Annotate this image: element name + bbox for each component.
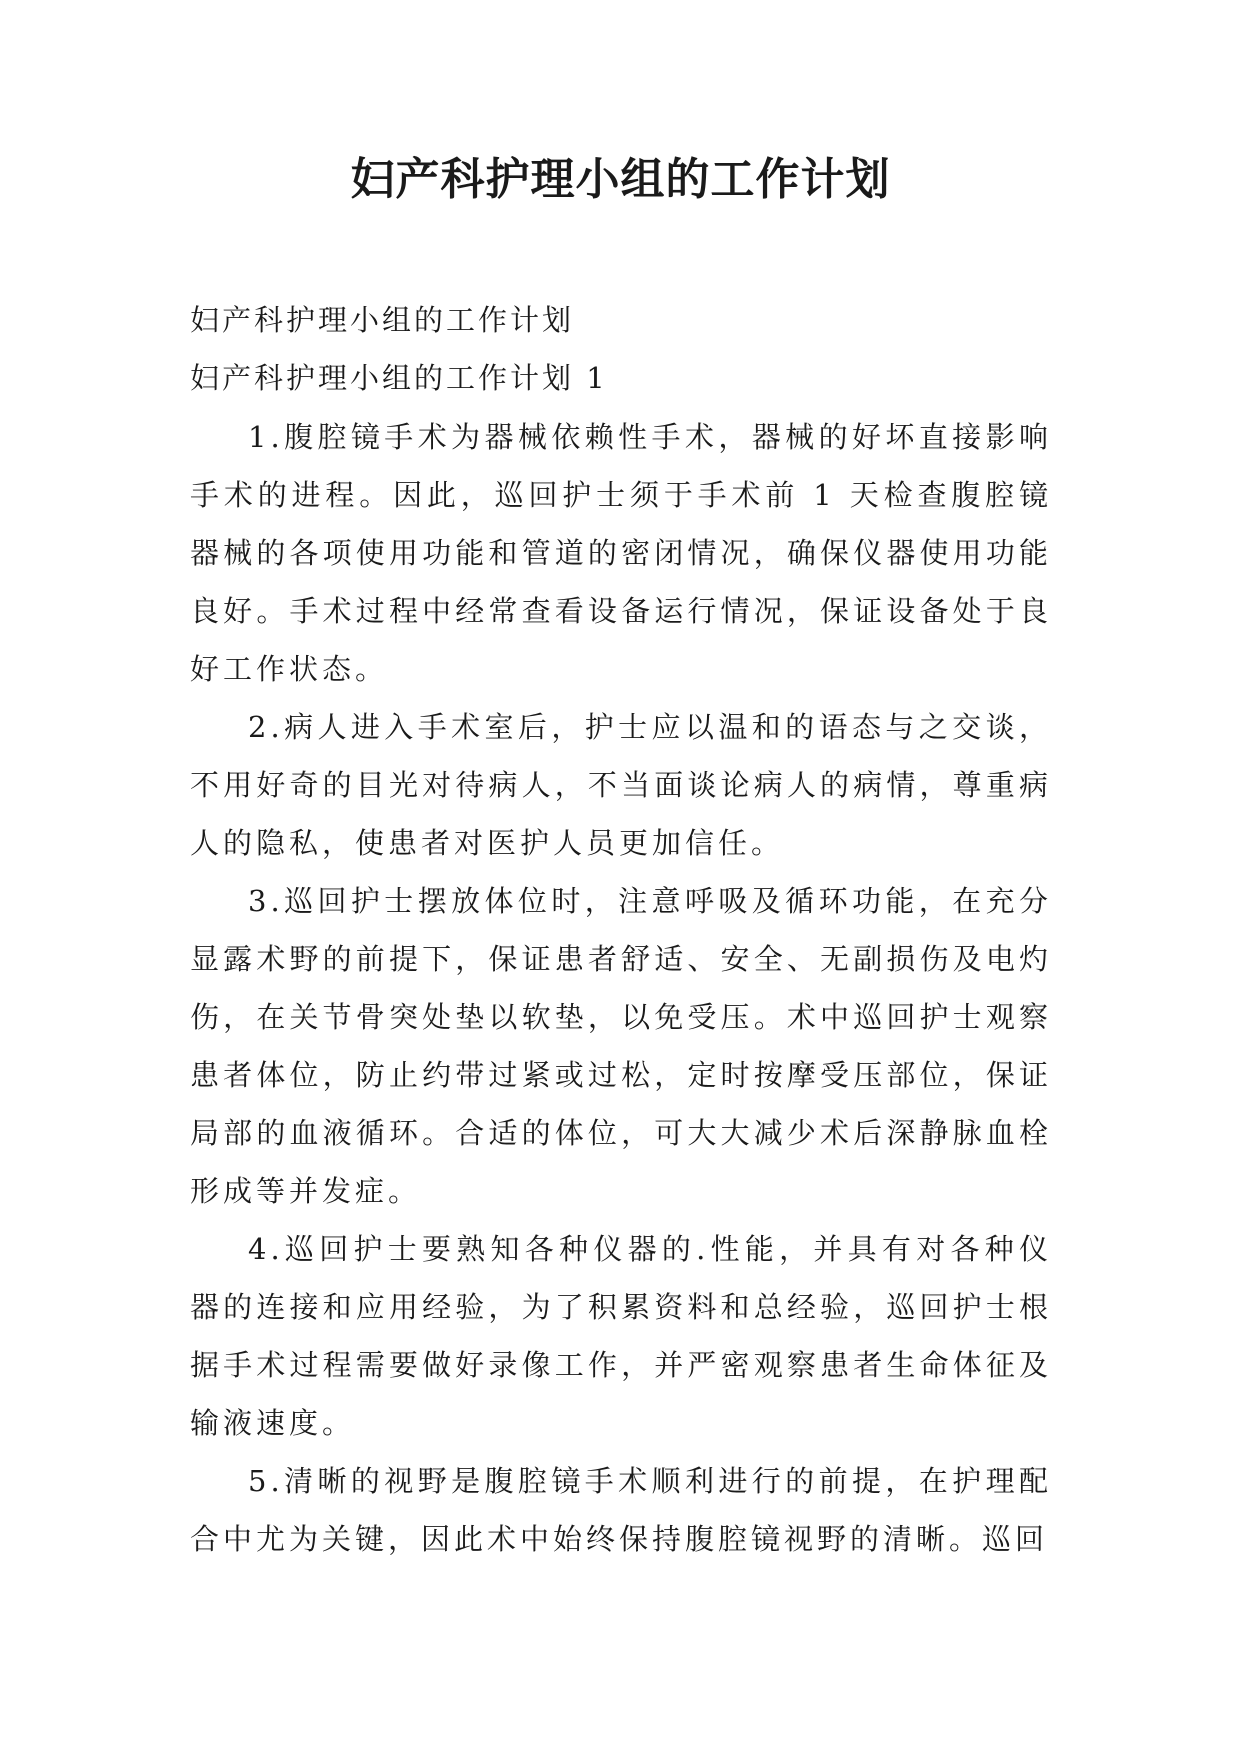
paragraph-4: 4.巡回护士要熟知各种仪器的.性能，并具有对各种仪器的连接和应用经验，为了积累资料和总经验，巡回护士根据手术过程需要做好录像工作，并严密观察患者生命体征及输液速度。 xyxy=(190,1232,1052,1440)
paragraph-2: 2.病人进入手术室后，护士应以温和的语态与之交谈，不用好奇的目光对待病人，不当面谈论病人的病情，尊重病人的隐私，使患者对医护人员更加信任。 xyxy=(190,710,1052,860)
paragraph-1: 1.腹腔镜手术为器械依赖性手术，器械的好坏直接影响手术的进程。因此，巡回护士须于手术前 1 天检查腹腔镜器械的各项使用功能和管道的密闭情况，确保仪器使用功能良好。手术过程中经常查看设备运行情况，保证设备处于良好工作状态。 xyxy=(190,420,1052,686)
section-heading: 妇产科护理小组的工作计划 1 xyxy=(190,361,608,395)
paragraph-5: 5.清晰的视野是腹腔镜手术顺利进行的前提，在护理配合中尤为关键，因此术中始终保持腹腔镜视野的清晰。巡回 xyxy=(190,1464,1052,1556)
document-subtitle: 妇产科护理小组的工作计划 xyxy=(190,303,575,337)
document-title: 妇产科护理小组的工作计划 xyxy=(350,154,891,205)
document-body xyxy=(190,292,1052,1568)
paragraph-3: 3.巡回护士摆放体位时，注意呼吸及循环功能，在充分显露术野的前提下，保证患者舒适、安全、无副损伤及电灼伤，在关节骨突处垫以软垫，以免受压。术中巡回护士观察患者体位，防止约带过紧或过松，定时按摩受压部位，保证局部的血液循环。合适的体位，可大大减少术后深静脉血栓形成等并发症。 xyxy=(190,884,1052,1208)
